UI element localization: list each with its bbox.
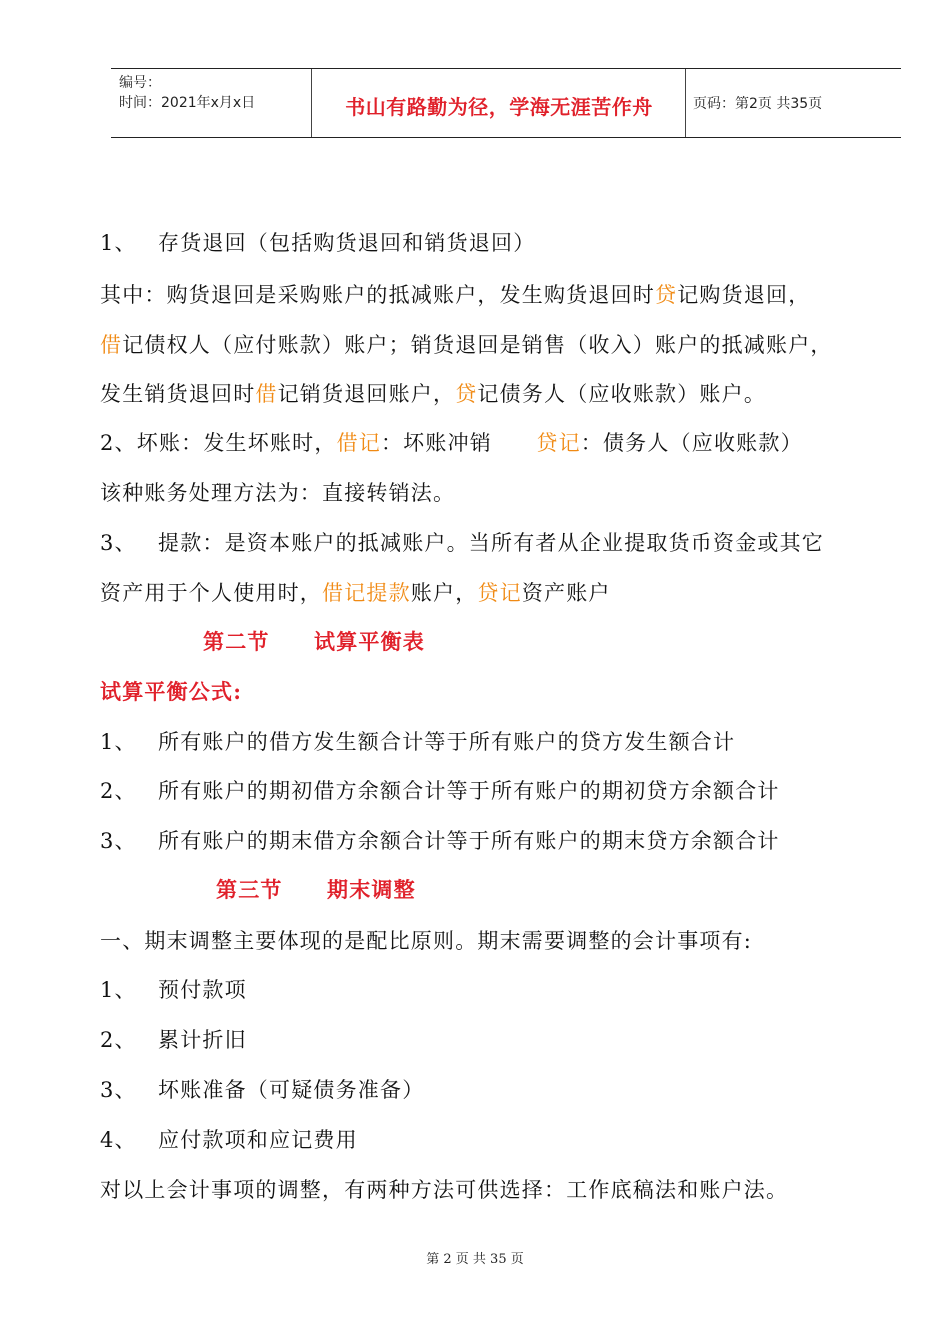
time-label: 时间：2021年x月x日: [119, 95, 256, 111]
header-divider: [311, 69, 312, 137]
page-footer: 第 2 页 共 35 页: [426, 1252, 524, 1267]
header-motto: 书山有路勤为径，学海无涯苦作舟: [345, 95, 653, 119]
item-bad-debt: 2、坏账：发生坏账时，借记：坏账冲销 贷记：债务人（应收账款）: [100, 431, 803, 455]
paragraph-line: 该种账务处理方法为：直接转销法。: [100, 481, 456, 505]
highlight-credit: 贷记: [477, 581, 522, 605]
adjustment-item: 4、 应付款项和应记费用: [100, 1128, 358, 1152]
highlight-debit: 借记: [336, 431, 381, 455]
paragraph-line: 其中：购货退回是采购账户的抵减账户，发生购货退回时贷记购货退回，: [100, 283, 811, 307]
formula-item: 2、 所有账户的期初借方余额合计等于所有账户的期初贷方余额合计: [100, 779, 780, 803]
item-inventory-return: 1、 存货退回（包括购货退回和销货退回）: [100, 231, 536, 255]
highlight-debit: 借: [100, 333, 123, 357]
adjustment-intro: 一、期末调整主要体现的是配比原则。期末需要调整的会计事项有:: [100, 929, 753, 953]
formula-item: 3、 所有账户的期末借方余额合计等于所有账户的期末贷方余额合计: [100, 829, 780, 853]
adjustment-item: 3、 坏账准备（可疑债务准备）: [100, 1078, 425, 1102]
highlight-credit: 贷: [455, 382, 478, 406]
paragraph-line: 发生销货退回时借记销货退回账户，贷记债务人（应收账款）账户。: [100, 382, 767, 406]
header-divider: [685, 69, 686, 137]
section-3-title: 第三节 期末调整: [216, 877, 416, 902]
formula-title: 试算平衡公式:: [100, 679, 243, 704]
header-meta: [119, 73, 255, 113]
highlight-debit: 借: [255, 382, 278, 406]
adjustment-item: 1、 预付款项: [100, 978, 247, 1002]
highlight-credit: 贷: [655, 283, 678, 307]
section-2-title: 第二节 试算平衡表: [203, 629, 425, 654]
header-page-label: 页码：第2页 共35页: [693, 96, 823, 112]
paragraph-line: 资产用于个人使用时，借记提款账户，贷记资产账户: [100, 581, 611, 605]
item-drawings: 3、 提款：是资本账户的抵减账户。当所有者从企业提取货币资金或其它: [100, 531, 824, 555]
paragraph-line: 借记债权人（应付账款）账户；销货退回是销售（收入）账户的抵减账户，: [100, 333, 833, 357]
number-label: 编号：: [119, 75, 161, 91]
closing-line: 对以上会计事项的调整，有两种方法可供选择：工作底稿法和账户法。: [100, 1178, 789, 1202]
highlight-credit: 贷记: [536, 431, 581, 455]
page-header: [111, 68, 901, 138]
adjustment-item: 2、 累计折旧: [100, 1028, 247, 1052]
formula-item: 1、 所有账户的借方发生额合计等于所有账户的贷方发生额合计: [100, 730, 736, 754]
highlight-debit: 借记提款: [322, 581, 411, 605]
